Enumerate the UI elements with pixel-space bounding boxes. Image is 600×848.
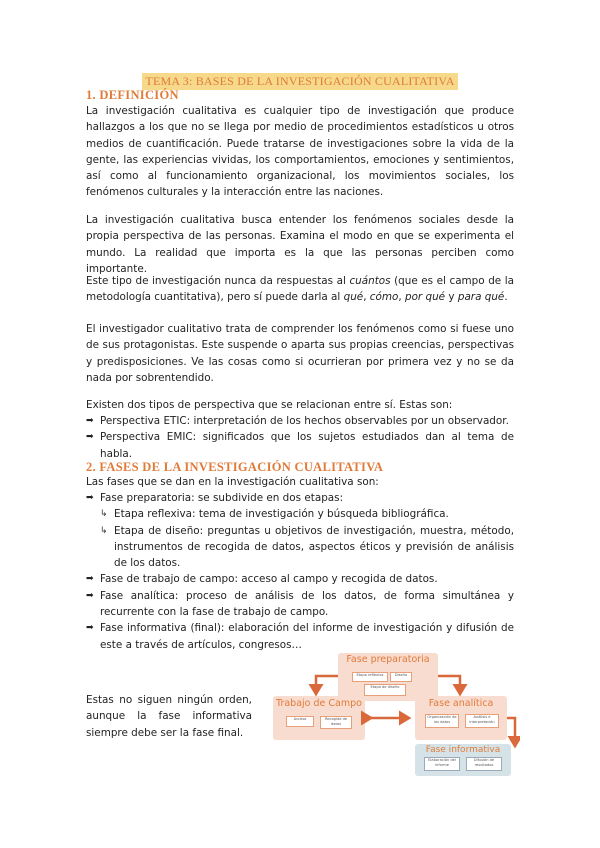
section1-heading: 1. DEFINICIÓN: [86, 88, 179, 102]
paragraph-3: [86, 273, 514, 306]
p3-italic-que: qué: [343, 291, 364, 304]
paragraph-2: La investigación cualitativa busca entender los fenómenos sociales desde la propia perspectiva de las personas. Examina el modo en que se experimenta el mundo. La realidad que importa es la que las personas perciben como importante.: [86, 214, 514, 275]
campo-title: Trabajo de Campo: [276, 698, 362, 709]
anal-mini-1: Organización de los datos: [425, 714, 459, 728]
list-item: [86, 620, 514, 653]
sublist: [100, 506, 514, 571]
prep-mini-1: Etapa reflexiva: [352, 672, 388, 682]
arrow-bullet-icon: ➡: [86, 493, 94, 503]
paragraph-5: Existen dos tipos de perspectiva que se relacionan entre sí. Estas son:: [86, 399, 453, 411]
p3-italic-porque: por qué: [404, 291, 446, 304]
campo-mini-2: Recogida de datos: [320, 716, 352, 729]
list-item: [86, 413, 514, 429]
paragraph-4: El investigador cualitativo trata de comprender los fenómenos como si fuese uno de sus protagonistas. Este suspende o aparta sus propias creencias, perspectivas y predisposiciones. Ve las cosas como si ocurrieran por primera vez y no se da nada por sobrentendido.: [86, 323, 514, 384]
section2-heading: 2. FASES DE LA INVESTIGACIÓN CUALITATIVA: [86, 460, 384, 474]
list-item: [86, 571, 514, 587]
arrow-bullet-icon: ➡: [86, 432, 94, 443]
list-item-text: Perspectiva EMIC: significados que los sujetos estudiados dan al tema de habla.: [100, 431, 514, 460]
phases-diagram: [270, 650, 520, 780]
sublist-item-text: Etapa de diseño: preguntas u objetivos de investigación, muestra, método, instrumentos de recogida de datos, aspectos éticos y previsión de análisis de los datos.: [114, 524, 514, 570]
p3-text: ,: [398, 291, 405, 304]
sublist-item: [86, 506, 514, 522]
prep-mini-2: Diseño: [390, 672, 412, 682]
p3-text: ,: [363, 291, 370, 304]
arrow-bullet-icon: ➡: [86, 590, 94, 601]
arrow-analitica-to-informativa: [507, 718, 515, 746]
list-item-text: Fase preparatoria: se subdivide en dos etapas:: [100, 492, 344, 504]
info-mini-2: Difusión de resultados: [466, 757, 502, 771]
list-item-text: Fase de trabajo de campo: acceso al campo y recogida de datos.: [100, 573, 438, 586]
diagram-arrows: [270, 650, 520, 780]
curved-arrow-icon: ↳: [100, 525, 108, 536]
prep-mini-3: Etapa de diseño: [364, 684, 406, 696]
preparatoria-title: Fase preparatoria: [346, 654, 430, 665]
list-item: [86, 429, 514, 462]
p3-italic-cuantos: cuántos: [349, 275, 391, 287]
arrow-bullet-icon: ➡: [86, 416, 94, 426]
list-item-text: Fase informativa (final): elaboración del informe de investigación y difusión de este a través de artículos, congresos…: [100, 622, 514, 651]
campo-mini-1: Acceso: [286, 716, 314, 727]
list-item: [86, 490, 514, 571]
sublist-item-text: Etapa reflexiva: tema de investigación y búsqueda bibliográfica.: [114, 508, 449, 521]
p3-italic-paraque: para qué: [457, 291, 505, 304]
p3-italic-como: cómo: [369, 291, 399, 304]
title-row: [0, 70, 600, 90]
list-item-text: Perspectiva ETIC: interpretación de los hechos observables por un observador.: [100, 415, 509, 427]
p3-text: Este tipo de investigación nunca da respuestas al: [86, 275, 350, 287]
side-note: Estas no siguen ningún orden, aunque la fase informativa siempre debe ser la fase final.: [86, 694, 252, 739]
info-mini-1: Elaboración del informe: [424, 757, 460, 771]
informativa-title: Fase informativa: [425, 745, 501, 755]
page-title: TEMA 3: BASES DE LA INVESTIGACIÓN CUALITATIVA: [142, 73, 457, 90]
perspective-list: [86, 413, 514, 462]
arrow-prep-to-analitica: [438, 676, 460, 694]
phases-list: [86, 490, 514, 653]
p3-text: .: [504, 291, 508, 304]
p3-text: y: [445, 291, 458, 304]
phases-intro: Las fases que se dan en la investigación cualitativa son:: [86, 476, 379, 488]
arrow-prep-to-campo: [316, 676, 338, 694]
curved-arrow-icon: ↳: [100, 509, 108, 520]
analitica-title: Fase analítica: [428, 698, 494, 709]
anal-mini-2: Análisis e interpretación: [465, 714, 499, 728]
arrow-bullet-icon: ➡: [86, 574, 94, 585]
arrow-bullet-icon: ➡: [86, 623, 94, 634]
list-item: [86, 588, 514, 621]
sublist-item: [86, 523, 514, 572]
list-item-text: Fase analítica: proceso de análisis de los datos, de forma simultánea y recurrente con la fase de trabajo de campo.: [100, 589, 514, 619]
p3-text: (que es el campo de la metodología cuantitativa), pero sí puede darla al: [86, 275, 514, 304]
paragraph-1: La investigación cualitativa es cualquier tipo de investigación que produce hallazgos a los que no se llega por medio de procedimientos estadísticos u otros medios de cuantificación. Puede tratarse de investigaciones sobre la vida de la gente, las experiencias vividas, los comportamientos, emociones y sentimientos, así como al funcionamiento organizacional, los movimientos sociales, los fenómenos culturales y la interacción entre las naciones.: [86, 105, 514, 199]
